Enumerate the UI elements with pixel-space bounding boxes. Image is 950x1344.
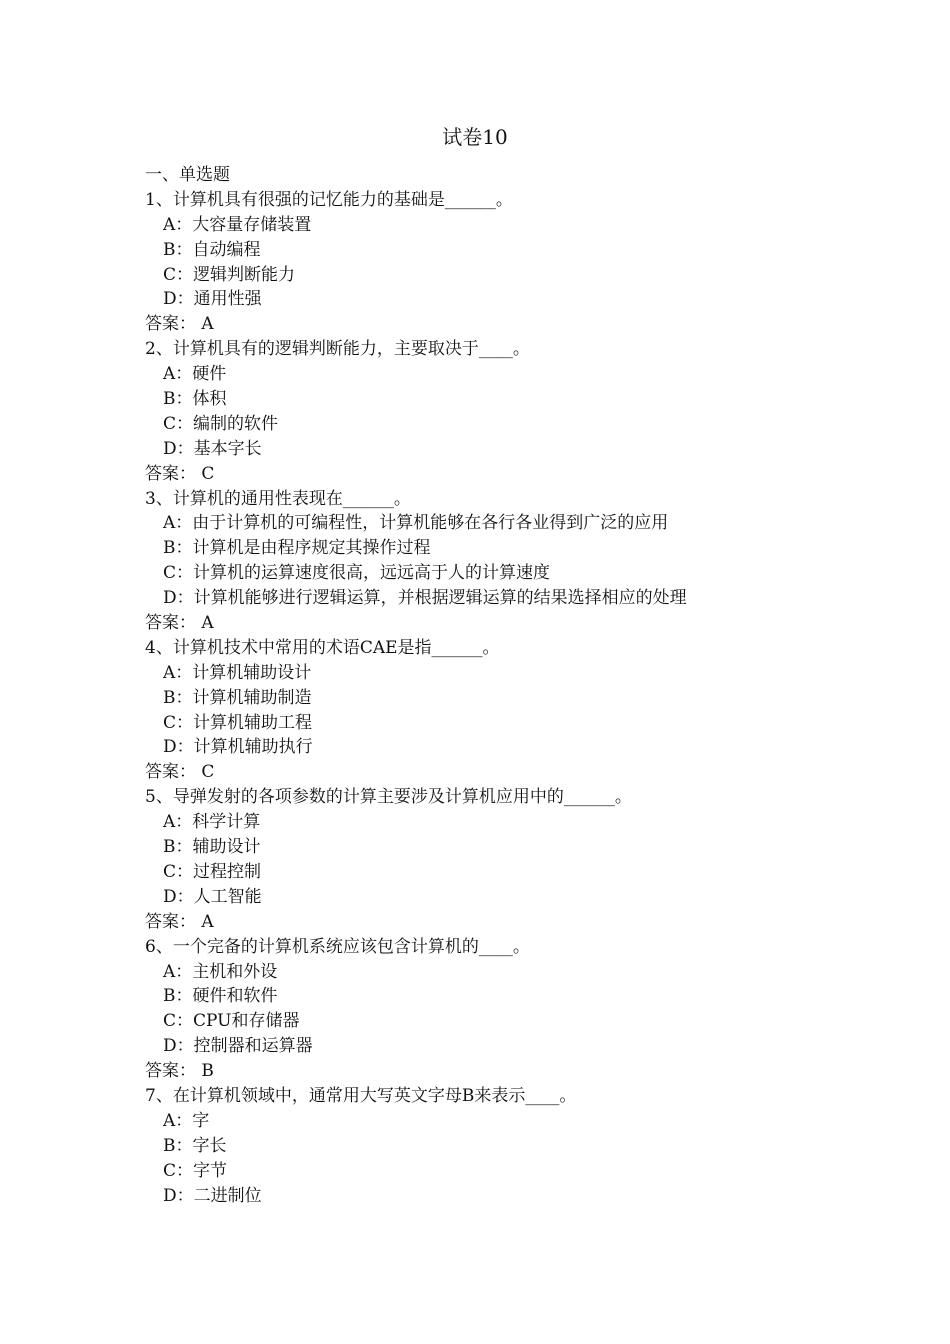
question-stem [145,935,925,960]
option-text: 控制器和运算器 [193,1036,313,1057]
answer-label: 答案： [145,613,196,634]
question-number: 3、 [145,488,173,509]
option-letter: D： [163,438,194,459]
option-letter: B： [163,239,193,260]
option-a [145,511,925,536]
option-b [145,387,925,412]
option-text: 辅助设计 [192,837,261,858]
question-stem [145,487,925,512]
option-text: 二进制位 [193,1185,262,1206]
answer-value: C [201,463,215,484]
option-d [145,437,925,462]
option-letter: B： [163,538,193,559]
question-number: 5、 [145,787,173,808]
question-number: 6、 [145,936,173,957]
option-text: 基本字长 [193,438,262,459]
answer-line [145,910,925,935]
option-c [145,412,925,437]
option-c [145,1159,925,1184]
option-letter: C： [163,264,194,285]
option-letter: B： [163,986,193,1007]
question-text: 计算机技术中常用的术语CAE是指______。 [172,637,500,658]
question-list [145,163,925,1208]
page-title: 试卷10 [442,125,508,149]
question-number: 2、 [145,339,173,360]
option-a [145,661,925,686]
option-text: 逻辑判断能力 [193,264,296,285]
option-d [145,586,925,611]
option-d [145,1184,925,1209]
option-letter: D： [163,1036,194,1057]
option-a [145,213,925,238]
question-4 [145,636,925,785]
option-text: 过程控制 [193,861,262,882]
option-b [145,835,925,860]
question-number: 4、 [145,637,173,658]
option-text: 由于计算机的可编程性，计算机能够在各行各业得到广泛的应用 [192,513,669,534]
question-text: 计算机的通用性表现在______。 [172,488,411,509]
option-a [145,362,925,387]
option-text: 体积 [192,389,227,410]
option-d [145,287,925,312]
question-6 [145,935,925,1084]
option-b [145,238,925,263]
question-stem [145,1084,925,1109]
option-d [145,1034,925,1059]
answer-value: A [201,613,214,634]
answer-value: C [201,762,215,783]
option-letter: A： [163,214,193,235]
answer-value: A [201,314,214,335]
option-letter: D： [163,1185,194,1206]
option-text: 计算机辅助工程 [193,712,313,733]
answer-line [145,462,925,487]
option-letter: D： [163,886,194,907]
option-b [145,536,925,561]
option-text: 计算机辅助执行 [193,737,313,758]
answer-line [145,312,925,337]
option-text: CPU和存储器 [193,1011,300,1032]
question-stem [145,188,925,213]
question-text: 计算机具有很强的记忆能力的基础是______。 [172,189,513,210]
answer-label: 答案： [145,762,196,783]
option-text: 硬件和软件 [192,986,278,1007]
option-text: 编制的软件 [193,413,279,434]
option-letter: B： [163,837,193,858]
option-letter: A： [163,513,193,534]
option-c [145,711,925,736]
question-number: 7、 [145,1085,173,1106]
option-letter: A： [163,364,193,385]
option-text: 计算机是由程序规定其操作过程 [192,538,431,559]
option-text: 计算机能够进行逻辑运算，并根据逻辑运算的结果选择相应的处理 [193,588,687,609]
option-text: 计算机辅助制造 [192,687,312,708]
option-text: 大容量存储装置 [192,214,312,235]
answer-label: 答案： [145,1061,196,1082]
option-letter: B： [163,687,193,708]
option-letter: A： [163,662,193,683]
option-letter: C： [163,1011,194,1032]
question-3 [145,487,925,636]
question-stem [145,636,925,661]
answer-value: A [201,911,214,932]
option-letter: C： [163,1160,194,1181]
option-letter: A： [163,961,193,982]
question-5 [145,785,925,934]
option-letter: C： [163,413,194,434]
option-letter: A： [163,812,193,833]
answer-label: 答案： [145,911,196,932]
option-text: 计算机的运算速度很高，远远高于人的计算速度 [193,563,551,584]
option-letter: D： [163,737,194,758]
option-text: 科学计算 [192,812,261,833]
question-1 [145,188,925,337]
option-a [145,1109,925,1134]
option-c [145,860,925,885]
option-text: 人工智能 [193,886,262,907]
option-letter: D： [163,588,194,609]
question-text: 在计算机领域中，通常用大写英文字母B来表示____。 [172,1085,577,1106]
option-d [145,735,925,760]
question-stem [145,785,925,810]
question-7 [145,1084,925,1208]
option-text: 主机和外设 [192,961,278,982]
option-text: 通用性强 [193,289,262,310]
answer-label: 答案： [145,463,196,484]
question-text: 导弹发射的各项参数的计算主要涉及计算机应用中的______。 [172,787,632,808]
option-a [145,960,925,985]
option-text: 字节 [193,1160,228,1181]
answer-line [145,760,925,785]
option-letter: C： [163,861,194,882]
option-text: 自动编程 [192,239,261,260]
option-c [145,263,925,288]
option-c [145,1009,925,1034]
option-letter: A： [163,1110,193,1131]
option-text: 字长 [192,1135,227,1156]
option-letter: C： [163,563,194,584]
option-text: 字 [192,1110,210,1131]
option-c [145,561,925,586]
question-text: 一个完备的计算机系统应该包含计算机的____。 [172,936,530,957]
question-text: 计算机具有的逻辑判断能力，主要取决于____。 [172,339,530,360]
question-number: 1、 [145,189,173,210]
question-stem [145,337,925,362]
option-b [145,984,925,1009]
answer-label: 答案： [145,314,196,335]
option-text: 硬件 [192,364,227,385]
option-text: 计算机辅助设计 [192,662,312,683]
answer-line [145,1059,925,1084]
option-letter: B： [163,1135,193,1156]
section-heading: 一、单选题 [145,165,230,185]
answer-line [145,611,925,636]
answer-value: B [201,1061,214,1082]
option-letter: D： [163,289,194,310]
option-d [145,885,925,910]
option-b [145,1134,925,1159]
option-letter: B： [163,389,193,410]
option-a [145,810,925,835]
option-letter: C： [163,712,194,733]
question-2 [145,337,925,486]
option-b [145,686,925,711]
